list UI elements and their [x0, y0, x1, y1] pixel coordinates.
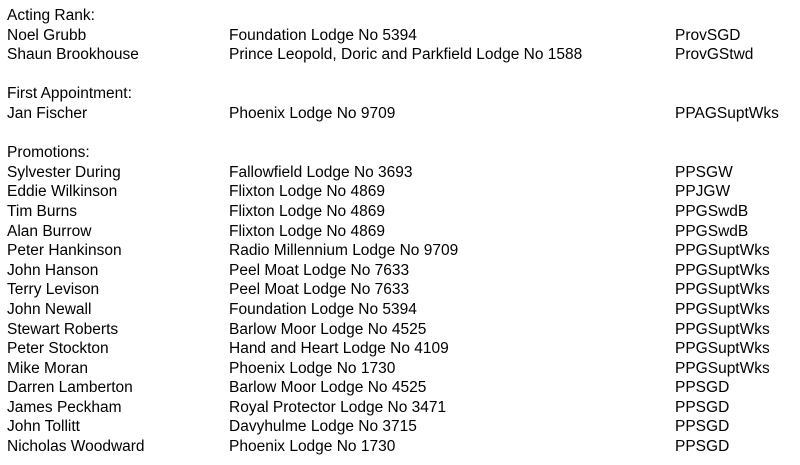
- appointment-row: [0, 320, 800, 340]
- rank: PPGSuptWks: [675, 340, 770, 358]
- appointment-row: [0, 359, 800, 379]
- lodge-name: Flixton Lodge No 4869: [229, 222, 385, 240]
- rank: ProvGStwd: [675, 46, 754, 64]
- section-first-appointment: [0, 84, 800, 123]
- member-name: Noel Grubb: [7, 26, 87, 44]
- lodge-name: Phoenix Lodge No 1730: [229, 359, 396, 377]
- lodge-name: Radio Millennium Lodge No 9709: [229, 242, 459, 260]
- member-name: Peter Hankinson: [7, 242, 122, 260]
- rank: PPGSwdB: [675, 222, 749, 240]
- section-heading: First Appointment:: [7, 85, 132, 103]
- lodge-name: Flixton Lodge No 4869: [229, 183, 385, 201]
- rank: PPSGD: [675, 418, 730, 436]
- lodge-name: Barlow Moor Lodge No 4525: [229, 379, 427, 397]
- member-name: Terry Levison: [7, 281, 100, 299]
- member-name: Mike Moran: [7, 359, 88, 377]
- member-name: Stewart Roberts: [7, 320, 119, 338]
- rank: PPGSwdB: [675, 202, 749, 220]
- lodge-name: Davyhulme Lodge No 3715: [229, 418, 417, 436]
- member-name: Tim Burns: [7, 202, 78, 220]
- appointment-row: [0, 182, 800, 202]
- lodge-name: Phoenix Lodge No 9709: [229, 104, 396, 122]
- rank: PPGSuptWks: [675, 300, 770, 318]
- lodge-name: Foundation Lodge No 5394: [229, 26, 417, 44]
- appointment-row: [0, 437, 800, 457]
- section-promotions: [0, 143, 800, 457]
- appointment-row: [0, 378, 800, 398]
- member-name: Alan Burrow: [7, 222, 92, 240]
- member-name: Nicholas Woodward: [7, 438, 145, 456]
- appointment-row: [0, 417, 800, 437]
- appointment-row: [0, 26, 800, 46]
- rank: PPGSuptWks: [675, 320, 770, 338]
- section-heading: Acting Rank:: [7, 7, 95, 24]
- appointment-row: [0, 104, 800, 124]
- member-name: James Peckham: [7, 398, 122, 416]
- lodge-name: Barlow Moor Lodge No 4525: [229, 320, 427, 338]
- lodge-name: Peel Moat Lodge No 7633: [229, 261, 410, 279]
- member-name: Eddie Wilkinson: [7, 183, 118, 201]
- lodge-name: Peel Moat Lodge No 7633: [229, 281, 410, 299]
- lodge-name: Hand and Heart Lodge No 4109: [229, 340, 449, 358]
- rank: PPSGW: [675, 163, 733, 181]
- rank: PPSGD: [675, 398, 730, 416]
- rank: PPSGD: [675, 379, 730, 397]
- appointment-row: [0, 261, 800, 281]
- lodge-name: Prince Leopold, Doric and Parkfield Lodge No 1588: [229, 46, 583, 64]
- rank: PPGSuptWks: [675, 281, 770, 299]
- appointment-row: [0, 339, 800, 359]
- rank: PPJGW: [675, 183, 731, 201]
- appointment-row: [0, 222, 800, 242]
- appointment-row: [0, 300, 800, 320]
- member-name: John Hanson: [7, 261, 99, 279]
- rank: PPGSuptWks: [675, 242, 770, 260]
- lodge-name: Phoenix Lodge No 1730: [229, 438, 396, 456]
- appointment-row: [0, 45, 800, 65]
- lodge-name: Fallowfield Lodge No 3693: [229, 163, 413, 181]
- rank: ProvSGD: [675, 26, 741, 44]
- rank: PPAGSuptWks: [675, 104, 779, 122]
- lodge-name: Foundation Lodge No 5394: [229, 300, 417, 318]
- member-name: Sylvester During: [7, 163, 121, 181]
- member-name: Jan Fischer: [7, 104, 88, 122]
- appointment-row: [0, 280, 800, 300]
- appointment-row: [0, 202, 800, 222]
- member-name: Peter Stockton: [7, 340, 109, 358]
- rank: PPSGD: [675, 438, 730, 456]
- member-name: Darren Lamberton: [7, 379, 133, 397]
- rank: PPGSuptWks: [675, 261, 770, 279]
- member-name: John Newall: [7, 300, 92, 318]
- appointment-row: [0, 163, 800, 183]
- lodge-name: Flixton Lodge No 4869: [229, 202, 385, 220]
- lodge-name: Royal Protector Lodge No 3471: [229, 398, 447, 416]
- member-name: John Tollitt: [7, 418, 80, 436]
- section-heading: Promotions:: [7, 144, 90, 162]
- appointment-row: [0, 398, 800, 418]
- section-acting-rank: [0, 6, 800, 65]
- member-name: Shaun Brookhouse: [7, 46, 139, 64]
- appointment-row: [0, 241, 800, 261]
- rank: PPGSuptWks: [675, 359, 770, 377]
